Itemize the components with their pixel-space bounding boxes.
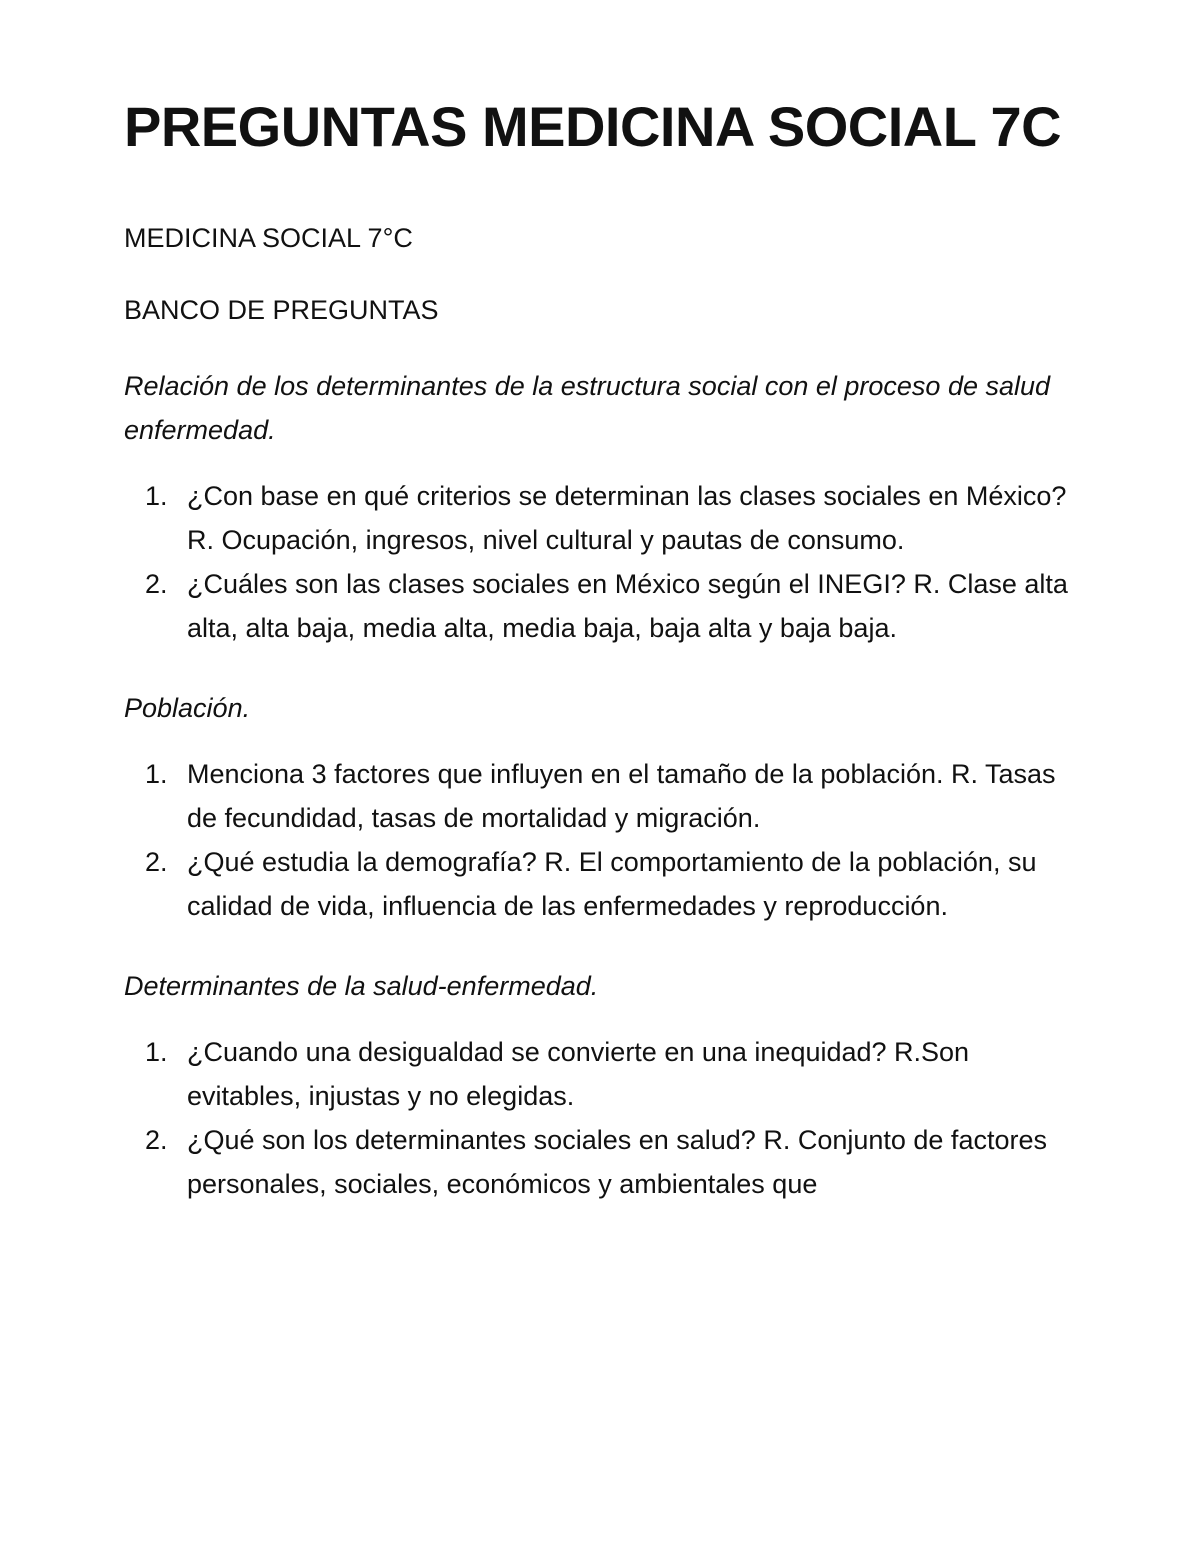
list-item-text: ¿Con base en qué criterios se determinan las clases sociales en México? R. Ocupación, ingresos, nivel cultural y pautas de consumo. [187, 481, 1067, 555]
list-item-text: ¿Cuando una desigualdad se convierte en una inequidad? R.Son evitables, injustas y no elegidas. [187, 1037, 970, 1111]
section-heading-determinantes: Determinantes de la salud-enfermedad. [124, 971, 599, 1001]
list-item-number: 1. [145, 1037, 168, 1067]
list-item-text: ¿Qué estudia la demografía? R. El comportamiento de la población, su calidad de vida, influencia de las enfermedades y reproducción. [187, 847, 1037, 921]
list-item-text: ¿Qué son los determinantes sociales en salud? R. Conjunto de factores personales, sociales, económicos y ambientales que [187, 1125, 1047, 1199]
list-item-number: 2. [145, 847, 168, 877]
list-item [124, 1030, 1084, 1118]
list-item [124, 1118, 1084, 1206]
list-item-number: 2. [145, 569, 168, 599]
list-item [124, 840, 1084, 928]
list-item-number: 1. [145, 759, 168, 789]
list-item-text: ¿Cuáles son las clases sociales en México según el INEGI? R. Clase alta alta, alta baja, media alta, media baja, baja alta y baja baja. [187, 569, 1068, 643]
section-heading-estructura-social: Relación de los determinantes de la estructura social con el proceso de salud enfermedad. [124, 371, 1051, 445]
list-item-number: 2. [145, 1125, 168, 1155]
question-bank-label: BANCO DE PREGUNTAS [124, 295, 439, 325]
list-item [124, 474, 1084, 562]
subject-line: MEDICINA SOCIAL 7°C [124, 223, 413, 253]
question-list-poblacion [124, 752, 1084, 928]
document-title: PREGUNTAS MEDICINA SOCIAL 7C [124, 95, 1062, 158]
question-list-determinantes [124, 1030, 1084, 1206]
question-list-estructura-social [124, 474, 1084, 650]
section-heading-poblacion: Población. [124, 693, 251, 723]
list-item-number: 1. [145, 481, 168, 511]
list-item [124, 562, 1084, 650]
list-item-text: Menciona 3 factores que influyen en el tamaño de la población. R. Tasas de fecundidad, tasas de mortalidad y migración. [187, 759, 1056, 833]
list-item [124, 752, 1084, 840]
document-page [124, 92, 1084, 1206]
